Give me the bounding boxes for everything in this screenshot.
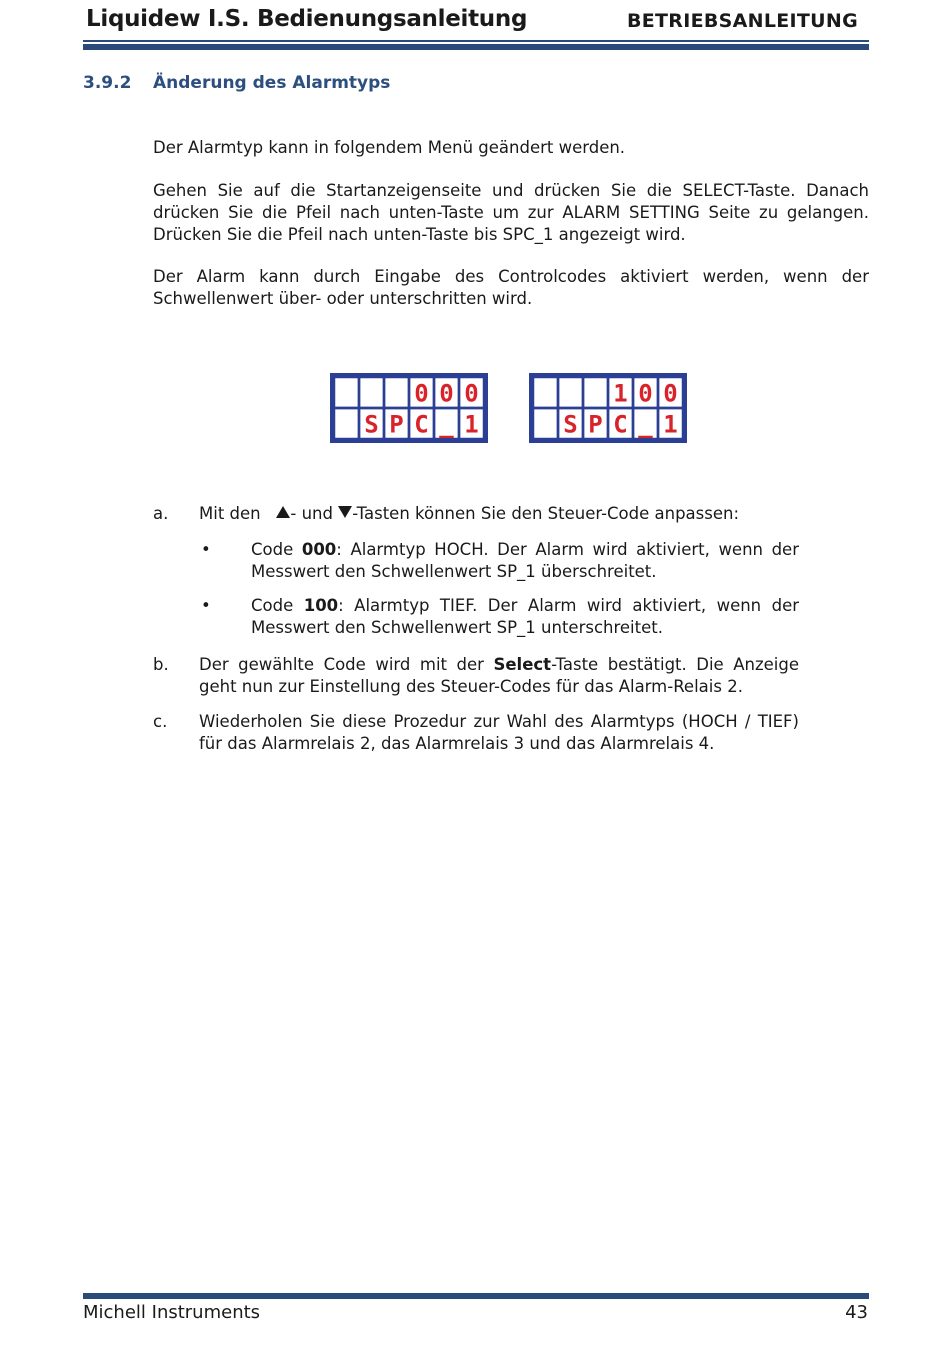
lcd-character: _ xyxy=(638,410,653,439)
lcd-character: _ xyxy=(439,410,454,439)
list-text-a xyxy=(199,503,799,525)
code-description: : Alarmtyp TIEF. Der Alarm wird aktiviert, wenn der Messwert den Schwellenwert SP_1 unterschreitet. xyxy=(251,596,800,637)
document-title: Liquidew I.S. Bedienungsanleitung xyxy=(86,6,528,32)
bullet-mark: • xyxy=(201,540,211,559)
lcd-character: 0 xyxy=(663,379,678,408)
bullet-mark: • xyxy=(201,596,211,615)
lcd-character: P xyxy=(389,410,404,439)
paragraph-navigation: Gehen Sie auf die Startanzeigenseite und drücken Sie die SELECT-Taste. Danach drücken Sie die Pfeil nach unten-Taste um zur ALARM SETTING Seite zu gelangen. Drücken Sie die Pfeil nach unten-Taste bis SPC_1 angezeigt wird. xyxy=(153,181,869,244)
list-a-mid: - und xyxy=(290,504,333,523)
paragraph-alarm-control: Der Alarm kann durch Eingabe des Controlcodes aktiviert werden, wenn der Schwellenwert über- oder unterschritten wird. xyxy=(153,267,869,308)
list-text-c: Wiederholen Sie diese Prozedur zur Wahl des Alarmtyps (HOCH / TIEF) für das Alarmrelais 2, das Alarmrelais 3 und das Alarmrelais 4. xyxy=(199,712,799,753)
list-text-b xyxy=(199,654,799,698)
list-item-b xyxy=(0,654,950,700)
list-a-post: -Tasten können Sie den Steuer-Code anpassen: xyxy=(352,504,740,523)
list-item-c xyxy=(0,711,950,757)
page-number: 43 xyxy=(845,1302,868,1323)
paragraph-intro: Der Alarmtyp kann in folgendem Menü geändert werden. xyxy=(153,138,626,157)
lcd-character: 0 xyxy=(464,379,479,408)
lcd-character: 0 xyxy=(638,379,653,408)
code-value: 100 xyxy=(303,596,339,615)
bullet-item-code-000 xyxy=(0,539,950,585)
bullet-text xyxy=(251,539,799,583)
bullet-item-code-100 xyxy=(0,595,950,641)
list-b-post: -Taste bestätigt. Die Anzeige geht nun zur Einstellung des Steuer-Codes für das Alarm-Relais 2. xyxy=(199,655,799,696)
lcd-character: C xyxy=(414,410,429,439)
lcd-display-000 xyxy=(330,373,488,443)
header-rule-thin xyxy=(83,40,869,42)
section-label: BETRIEBSANLEITUNG xyxy=(626,10,858,32)
list-label-a: a. xyxy=(153,504,169,523)
code-prefix: Code xyxy=(251,596,294,615)
lcd-character: 1 xyxy=(613,379,628,408)
section-number: 3.9.2 xyxy=(83,73,132,93)
lcd-character: P xyxy=(588,410,603,439)
footer-rule-thick xyxy=(83,1293,869,1299)
footer-company: Michell Instruments xyxy=(83,1302,261,1323)
code-value: 000 xyxy=(301,540,337,559)
list-b-pre: Der gewählte Code wird mit der xyxy=(199,655,484,674)
list-label-b: b. xyxy=(153,655,169,674)
lcd-character: 1 xyxy=(464,410,479,439)
lcd-character: 1 xyxy=(663,410,678,439)
up-arrow-icon xyxy=(276,506,290,518)
lcd-character: 0 xyxy=(439,379,454,408)
lcd-character: C xyxy=(613,410,628,439)
lcd-character: S xyxy=(563,410,578,439)
list-item-a xyxy=(0,503,950,527)
select-keyword: Select xyxy=(493,655,552,674)
lcd-character: 0 xyxy=(414,379,429,408)
down-arrow-icon xyxy=(338,506,352,518)
list-label-c: c. xyxy=(153,712,168,731)
bullet-text xyxy=(251,595,799,639)
list-a-pre: Mit den xyxy=(199,504,261,523)
lcd-display-100 xyxy=(529,373,687,443)
header-rule-thick xyxy=(83,44,869,50)
code-prefix: Code xyxy=(251,540,294,559)
section-title: Änderung des Alarmtyps xyxy=(153,73,391,93)
lcd-character: S xyxy=(364,410,379,439)
code-description: : Alarmtyp HOCH. Der Alarm wird aktiviert, wenn der Messwert den Schwellenwert SP_1 überschreitet. xyxy=(251,540,799,581)
